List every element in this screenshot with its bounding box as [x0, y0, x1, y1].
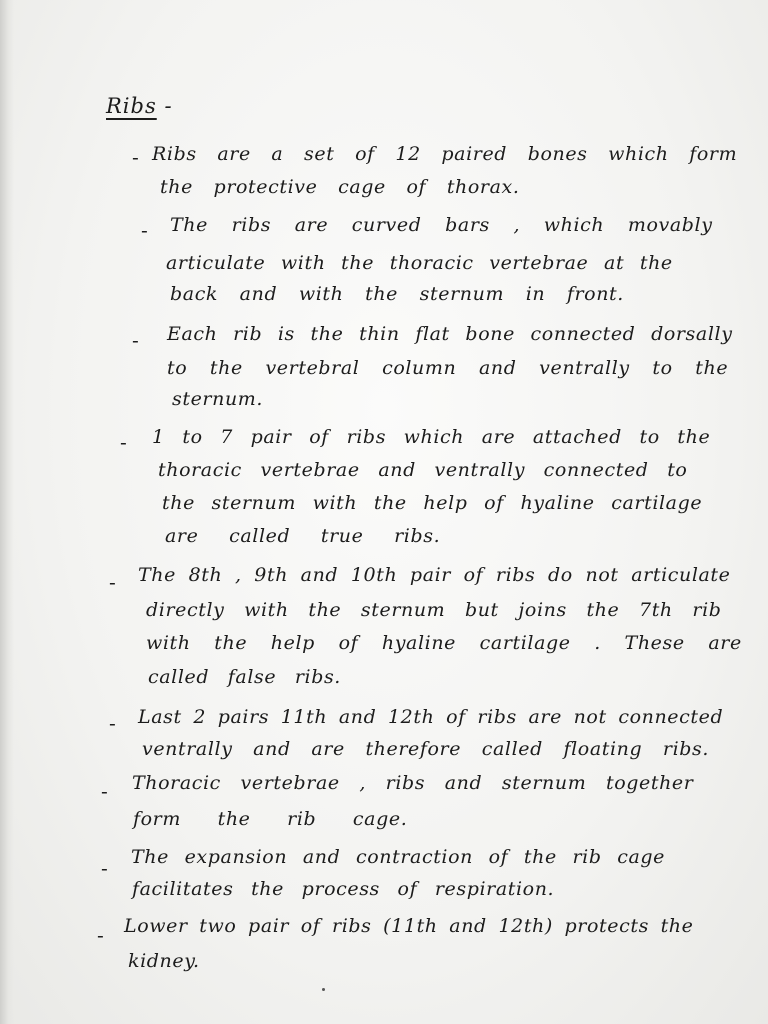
- bullet-dash: -: [141, 218, 148, 242]
- page-heading: [106, 94, 173, 118]
- bullet-dash: -: [101, 779, 108, 803]
- note-line: 1 to 7 pair of ribs which are attached to the: [152, 426, 711, 448]
- bullet-dash: -: [101, 856, 108, 880]
- note-line: articulate with the thoracic vertebrae at the: [166, 252, 673, 274]
- paper-speck: [322, 988, 325, 991]
- note-line: the protective cage of thorax.: [160, 176, 520, 198]
- note-line: thoracic vertebrae and ventrally connected to: [158, 459, 688, 481]
- note-line: The ribs are curved bars , which movably: [170, 214, 713, 236]
- note-line: with the help of hyaline cartilage . These are: [146, 632, 742, 654]
- note-line: The expansion and contraction of the rib cage: [131, 846, 666, 868]
- note-line: called false ribs.: [148, 666, 341, 688]
- note-line: ventrally and are therefore called floating ribs.: [142, 738, 710, 760]
- note-line: the sternum with the help of hyaline cartilage: [162, 492, 703, 514]
- heading-title: Ribs: [106, 94, 157, 118]
- heading-suffix: -: [164, 94, 173, 118]
- bullet-dash: -: [97, 923, 104, 947]
- note-line: Ribs are a set of 12 paired bones which form: [152, 143, 738, 165]
- page-left-edge-shadow: [0, 0, 14, 1024]
- bullet-dash: -: [120, 430, 127, 454]
- bullet-dash: -: [109, 711, 116, 735]
- note-line: Thoracic vertebrae , ribs and sternum together: [132, 772, 694, 794]
- note-line: Last 2 pairs 11th and 12th of ribs are not connected: [138, 706, 724, 728]
- note-line: Lower two pair of ribs (11th and 12th) protects the: [124, 915, 694, 937]
- note-line: back and with the sternum in front.: [170, 283, 624, 305]
- note-line: to the vertebral column and ventrally to the: [167, 357, 729, 379]
- note-line: form the rib cage.: [133, 808, 408, 830]
- note-line: kidney.: [128, 950, 200, 972]
- note-line: Each rib is the thin flat bone connected dorsally: [167, 323, 733, 345]
- note-line: sternum.: [172, 388, 264, 410]
- note-line: are called true ribs.: [165, 525, 441, 547]
- note-line: facilitates the process of respiration.: [132, 878, 555, 900]
- note-line: The 8th , 9th and 10th pair of ribs do not articulate: [138, 564, 731, 586]
- bullet-dash: -: [132, 145, 139, 169]
- bullet-dash: -: [132, 328, 139, 352]
- bullet-dash: -: [109, 570, 116, 594]
- note-line: directly with the sternum but joins the 7th rib: [146, 599, 722, 621]
